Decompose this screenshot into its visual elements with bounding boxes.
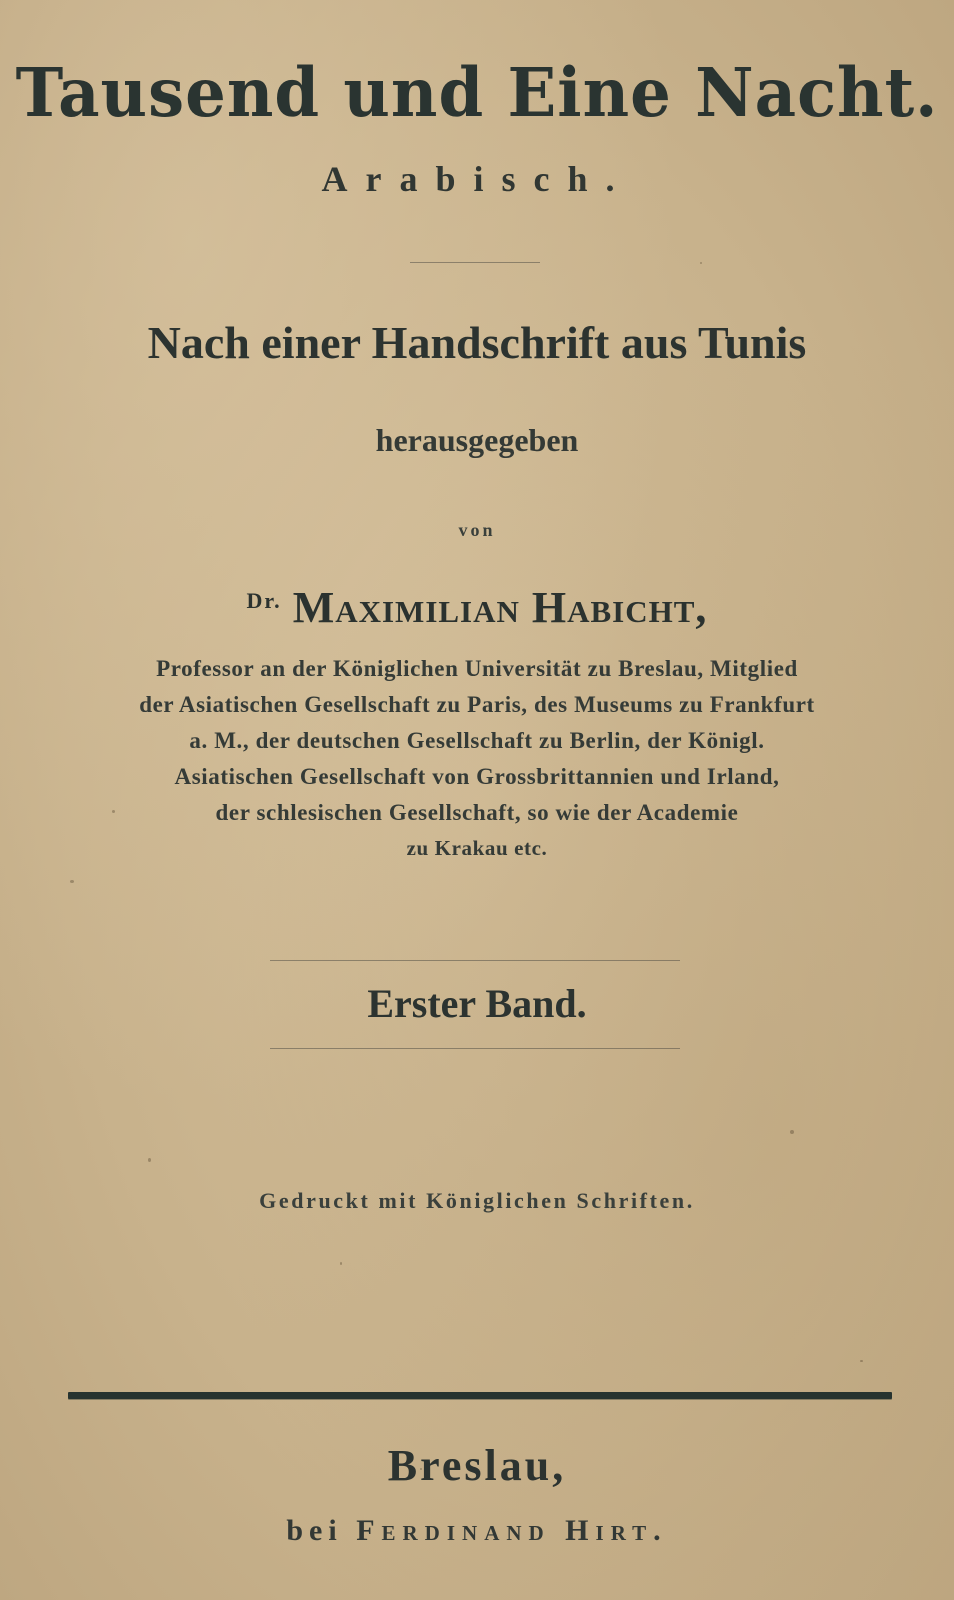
affiliation-line: der Asiatischen Gesellschaft zu Paris, des Museums zu Frankfurt: [139, 692, 815, 717]
affiliation-line: a. M., der deutschen Gesellschaft zu Berlin, der Königl.: [189, 728, 765, 753]
author-name-line: [0, 582, 954, 633]
affiliation-line: zu Krakau etc.: [406, 836, 548, 860]
paper-speck: [148, 1158, 151, 1162]
paper-speck: [70, 880, 74, 883]
book-subtitle: Arabisch.: [321, 159, 633, 199]
publisher-name: Ferdinand Hirt.: [356, 1514, 668, 1547]
edited-line: herausgegeben: [375, 422, 579, 458]
author-name: Maximilian Habicht,: [292, 583, 708, 632]
source-line: Nach einer Handschrift aus Tunis: [147, 317, 807, 368]
imprint-rule: [68, 1392, 892, 1399]
volume-label: Erster Band.: [367, 981, 587, 1026]
book-title: Tausend und Eine Nacht.: [15, 54, 939, 133]
paper-speck: [340, 1262, 342, 1265]
ornamental-rule: [410, 262, 540, 263]
printing-note: Gedruckt mit Königlichen Schriften.: [259, 1188, 695, 1213]
paper-speck: [700, 262, 702, 264]
publisher-prefix: bei: [286, 1514, 343, 1547]
volume-rule-top: [270, 960, 680, 961]
by-line: von: [458, 520, 496, 540]
affiliation-line: Asiatischen Gesellschaft von Grossbrittannien und Irland,: [174, 764, 780, 789]
imprint-city: Breslau,: [387, 1441, 567, 1490]
affiliation-line: der schlesischen Gesellschaft, so wie der Academie: [215, 800, 739, 825]
affiliation-line: Professor an der Königlichen Universität zu Breslau, Mitglied: [156, 656, 798, 681]
volume-rule-bottom: [270, 1048, 680, 1049]
paper-speck: [860, 1360, 863, 1362]
author-title: Dr.: [246, 588, 282, 613]
paper-speck: [790, 1130, 794, 1134]
imprint-publisher-line: [0, 1514, 954, 1548]
